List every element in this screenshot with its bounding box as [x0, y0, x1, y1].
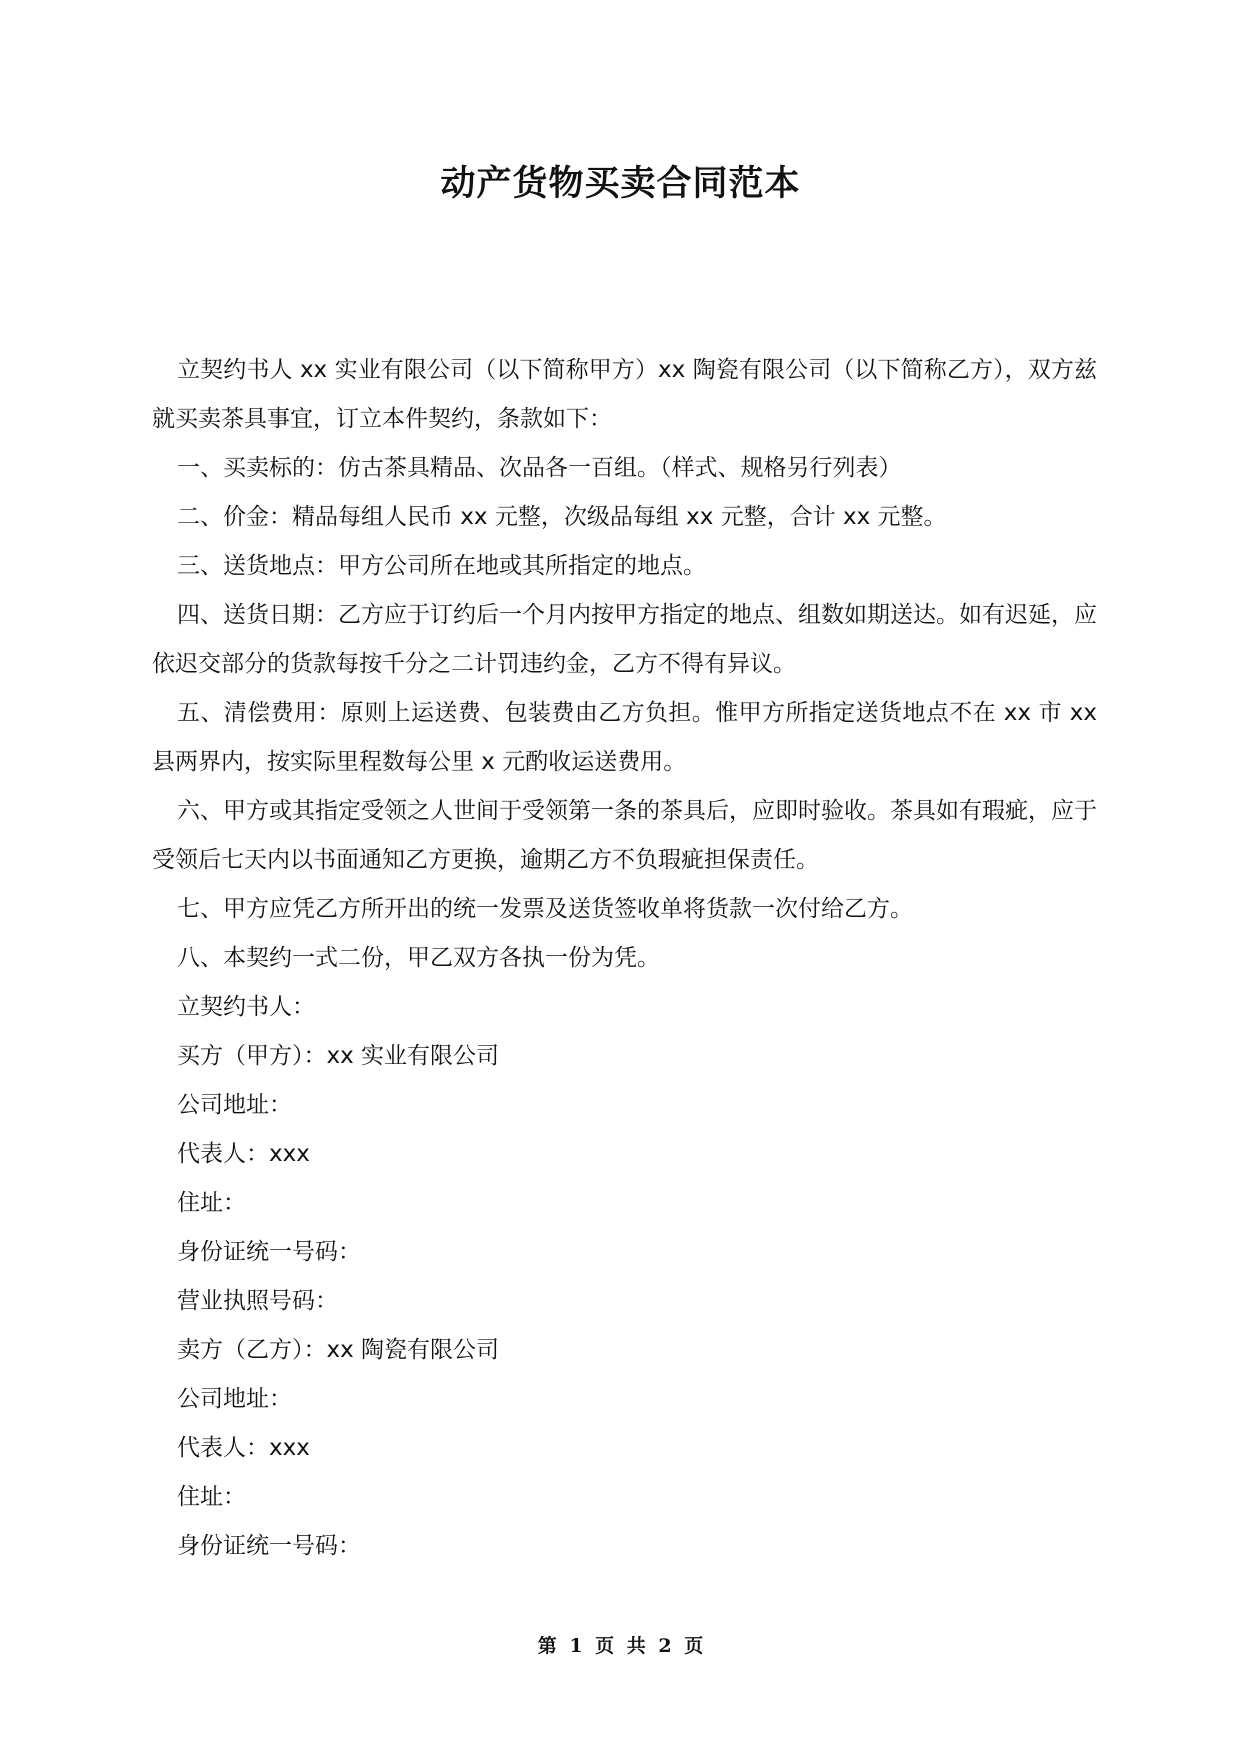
paragraph-clause-5: 五、清偿费用：原则上运送费、包装费由乙方负担。惟甲方所指定送货地点不在 xx 市 xx 县两界内，按实际里程数每公里 x 元酌收运送费用。	[152, 700, 1097, 775]
buyer-residence: 住址：	[177, 1190, 246, 1216]
document-body	[152, 346, 1097, 1571]
paragraph-intro: 立契约书人 xx 实业有限公司（以下简称甲方）xx 陶瓷有限公司（以下简称乙方），双方兹就买卖茶具事宜，订立本件契约，条款如下：	[152, 357, 1097, 432]
buyer-license-number: 营业执照号码：	[177, 1288, 338, 1314]
paragraph-clause-3: 三、送货地点：甲方公司所在地或其所指定的地点。	[177, 553, 706, 579]
buyer-address: 公司地址：	[177, 1092, 292, 1118]
paragraph-clause-2: 二、价金：精品每组人民币 xx 元整，次级品每组 xx 元整，合计 xx 元整。	[177, 504, 947, 530]
paragraph-clause-4: 四、送货日期：乙方应于订约后一个月内按甲方指定的地点、组数如期送达。如有迟延，应依迟交部分的货款每按千分之二计罚违约金，乙方不得有异议。	[152, 602, 1097, 677]
paragraph-clause-6: 六、甲方或其指定受领之人世间于受领第一条的茶具后，应即时验收。茶具如有瑕疵，应于受领后七天内以书面通知乙方更换，逾期乙方不负瑕疵担保责任。	[152, 798, 1097, 873]
document-title: 动产货物买卖合同范本	[440, 164, 801, 204]
seller-address: 公司地址：	[177, 1386, 292, 1412]
paragraph-clause-1: 一、买卖标的：仿古茶具精品、次品各一百组。（样式、规格另行列表）	[177, 455, 902, 481]
paragraph-clause-7: 七、甲方应凭乙方所开出的统一发票及送货签收单将货款一次付给乙方。	[177, 896, 913, 922]
seller-representative: 代表人：xxx	[177, 1435, 310, 1461]
seller-residence: 住址：	[177, 1484, 246, 1510]
seller-id-number: 身份证统一号码：	[177, 1533, 361, 1559]
page-number-footer: 第 1 页 共 2 页	[537, 1635, 704, 1657]
paragraph-clause-8: 八、本契约一式二份，甲乙双方各执一份为凭。	[177, 945, 660, 971]
signatory-heading: 立契约书人：	[177, 994, 315, 1020]
buyer-name: 买方（甲方）：xx 实业有限公司	[177, 1043, 500, 1069]
buyer-id-number: 身份证统一号码：	[177, 1239, 361, 1265]
seller-name: 卖方（乙方）：xx 陶瓷有限公司	[177, 1337, 500, 1363]
buyer-representative: 代表人：xxx	[177, 1141, 310, 1167]
